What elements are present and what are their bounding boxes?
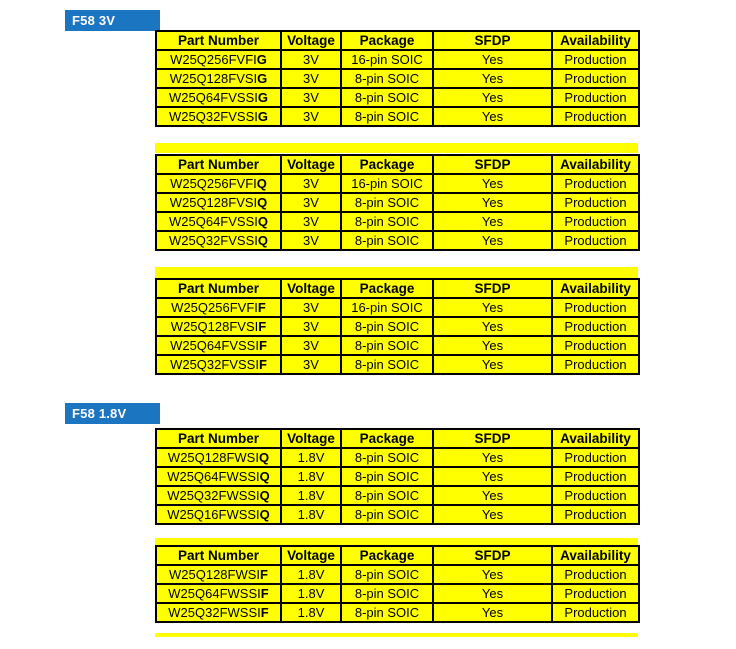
header-row: [156, 31, 639, 50]
part-number-base: W25Q32FWSSI: [168, 605, 261, 620]
column-header: Part Number: [156, 279, 281, 298]
part-number-suffix: G: [257, 90, 268, 105]
package-cell: 8-pin SOIC: [341, 467, 433, 486]
part-number-suffix: Q: [256, 176, 267, 191]
table-row: [156, 107, 639, 126]
package-cell: 8-pin SOIC: [341, 584, 433, 603]
section-label-f58-3v: F58 3V: [65, 10, 160, 31]
spacer-strip: [155, 538, 638, 545]
sfdp-cell: Yes: [433, 584, 552, 603]
table-row: [156, 565, 639, 584]
table-row: [156, 355, 639, 374]
part-number-suffix: Q: [259, 469, 270, 484]
part-number-base: W25Q64FVSSI: [170, 338, 259, 353]
part-number-base: W25Q256FVFI: [170, 176, 257, 191]
part-number-base: W25Q128FVSI: [169, 195, 258, 210]
sfdp-cell: Yes: [433, 298, 552, 317]
parts-table-1v8-q: [155, 428, 640, 525]
sfdp-cell: Yes: [433, 467, 552, 486]
spacer-strip: [155, 143, 638, 153]
sfdp-cell: Yes: [433, 69, 552, 88]
availability-cell: Production: [552, 231, 639, 250]
part-number-suffix: F: [260, 605, 269, 620]
availability-cell: Production: [552, 317, 639, 336]
part-number-base: W25Q128FWSI: [167, 450, 259, 465]
sfdp-cell: Yes: [433, 193, 552, 212]
package-cell: 8-pin SOIC: [341, 69, 433, 88]
column-header: Package: [341, 155, 433, 174]
column-header: SFDP: [433, 546, 552, 565]
availability-cell: Production: [552, 174, 639, 193]
column-header: Part Number: [156, 155, 281, 174]
part-number-suffix: Q: [257, 233, 268, 248]
column-header: SFDP: [433, 279, 552, 298]
column-header: Package: [341, 31, 433, 50]
column-header: Availability: [552, 546, 639, 565]
voltage-cell: 1.8V: [281, 565, 341, 584]
part-number-cell: [156, 584, 281, 603]
package-cell: 8-pin SOIC: [341, 486, 433, 505]
column-header: Availability: [552, 155, 639, 174]
sfdp-cell: Yes: [433, 565, 552, 584]
package-cell: 8-pin SOIC: [341, 231, 433, 250]
column-header: Package: [341, 429, 433, 448]
part-number-base: W25Q128FVSI: [170, 319, 259, 334]
column-header: Part Number: [156, 429, 281, 448]
part-number-suffix: F: [258, 319, 267, 334]
availability-cell: Production: [552, 107, 639, 126]
table-row: [156, 486, 639, 505]
table-row: [156, 193, 639, 212]
part-number-base: W25Q128FWSI: [169, 567, 261, 582]
sfdp-cell: Yes: [433, 107, 552, 126]
column-header: Availability: [552, 31, 639, 50]
part-number-suffix: F: [258, 338, 267, 353]
availability-cell: Production: [552, 565, 639, 584]
part-number-base: W25Q64FVSSI: [169, 90, 258, 105]
availability-cell: Production: [552, 298, 639, 317]
spacer-strip: [155, 267, 638, 278]
column-header: Availability: [552, 279, 639, 298]
availability-cell: Production: [552, 448, 639, 467]
part-number-base: W25Q32FVSSI: [169, 233, 258, 248]
section-label-f58-1v8: F58 1.8V: [65, 403, 160, 424]
part-number-cell: [156, 69, 281, 88]
part-number-base: W25Q32FVSSI: [170, 357, 259, 372]
sfdp-cell: Yes: [433, 486, 552, 505]
availability-cell: Production: [552, 193, 639, 212]
column-header: Part Number: [156, 31, 281, 50]
sfdp-cell: Yes: [433, 505, 552, 524]
package-cell: 8-pin SOIC: [341, 336, 433, 355]
part-number-suffix: F: [260, 567, 268, 582]
package-cell: 8-pin SOIC: [341, 212, 433, 231]
package-cell: 8-pin SOIC: [341, 505, 433, 524]
voltage-cell: 3V: [281, 107, 341, 126]
table-row: [156, 212, 639, 231]
availability-cell: Production: [552, 336, 639, 355]
table-row: [156, 467, 639, 486]
column-header: Package: [341, 546, 433, 565]
part-number-cell: [156, 174, 281, 193]
part-number-cell: [156, 193, 281, 212]
part-number-suffix: Q: [259, 507, 270, 522]
part-number-cell: [156, 317, 281, 336]
part-number-cell: [156, 505, 281, 524]
voltage-cell: 3V: [281, 355, 341, 374]
part-number-suffix: Q: [257, 214, 268, 229]
part-number-base: W25Q128FVSI: [169, 71, 258, 86]
header-row: [156, 155, 639, 174]
package-cell: 16-pin SOIC: [341, 50, 433, 69]
voltage-cell: 3V: [281, 50, 341, 69]
availability-cell: Production: [552, 355, 639, 374]
column-header: Voltage: [281, 279, 341, 298]
availability-cell: Production: [552, 603, 639, 622]
part-number-suffix: F: [260, 586, 269, 601]
sfdp-cell: Yes: [433, 317, 552, 336]
availability-cell: Production: [552, 88, 639, 107]
part-number-suffix: F: [258, 357, 267, 372]
header-row: [156, 546, 639, 565]
voltage-cell: 3V: [281, 88, 341, 107]
voltage-cell: 1.8V: [281, 467, 341, 486]
column-header: Voltage: [281, 31, 341, 50]
voltage-cell: 3V: [281, 174, 341, 193]
sfdp-cell: Yes: [433, 212, 552, 231]
package-cell: 8-pin SOIC: [341, 88, 433, 107]
package-cell: 8-pin SOIC: [341, 565, 433, 584]
part-number-cell: [156, 212, 281, 231]
part-number-cell: [156, 448, 281, 467]
part-number-base: W25Q256FVFI: [171, 300, 258, 315]
voltage-cell: 1.8V: [281, 584, 341, 603]
package-cell: 8-pin SOIC: [341, 193, 433, 212]
part-number-base: W25Q256FVFI: [170, 52, 257, 67]
sfdp-cell: Yes: [433, 174, 552, 193]
table-row: [156, 317, 639, 336]
availability-cell: Production: [552, 505, 639, 524]
part-number-cell: [156, 50, 281, 69]
part-number-suffix: Q: [258, 450, 270, 465]
availability-cell: Production: [552, 69, 639, 88]
part-number-cell: [156, 231, 281, 250]
part-number-cell: [156, 603, 281, 622]
part-number-cell: [156, 565, 281, 584]
package-cell: 8-pin SOIC: [341, 107, 433, 126]
part-number-base: W25Q16FWSSI: [167, 507, 260, 522]
package-cell: 8-pin SOIC: [341, 355, 433, 374]
table-row: [156, 448, 639, 467]
voltage-cell: 1.8V: [281, 603, 341, 622]
availability-cell: Production: [552, 584, 639, 603]
availability-cell: Production: [552, 467, 639, 486]
part-number-suffix: G: [257, 71, 268, 86]
sfdp-cell: Yes: [433, 448, 552, 467]
part-number-suffix: G: [256, 52, 267, 67]
table-row: [156, 603, 639, 622]
part-number-suffix: F: [257, 300, 266, 315]
part-number-base: W25Q32FVSSI: [169, 109, 258, 124]
part-number-cell: [156, 107, 281, 126]
part-number-base: W25Q32FWSSI: [167, 488, 260, 503]
package-cell: 8-pin SOIC: [341, 448, 433, 467]
column-header: Voltage: [281, 429, 341, 448]
spacer-strip: [155, 633, 638, 637]
column-header: Availability: [552, 429, 639, 448]
part-number-cell: [156, 355, 281, 374]
parts-table-3v-q: [155, 154, 640, 251]
availability-cell: Production: [552, 212, 639, 231]
part-number-cell: [156, 88, 281, 107]
package-cell: 16-pin SOIC: [341, 298, 433, 317]
part-number-cell: [156, 486, 281, 505]
table-row: [156, 584, 639, 603]
parts-table-3v-f: [155, 278, 640, 375]
column-header: Voltage: [281, 155, 341, 174]
table-row: [156, 336, 639, 355]
availability-cell: Production: [552, 50, 639, 69]
sfdp-cell: Yes: [433, 355, 552, 374]
column-header: SFDP: [433, 31, 552, 50]
column-header: Part Number: [156, 546, 281, 565]
table-row: [156, 174, 639, 193]
voltage-cell: 1.8V: [281, 448, 341, 467]
package-cell: 8-pin SOIC: [341, 603, 433, 622]
column-header: SFDP: [433, 429, 552, 448]
table-row: [156, 50, 639, 69]
part-number-base: W25Q64FVSSI: [169, 214, 258, 229]
table-row: [156, 505, 639, 524]
part-number-suffix: Q: [259, 488, 270, 503]
parts-table-1v8-f: [155, 545, 640, 623]
voltage-cell: 3V: [281, 231, 341, 250]
voltage-cell: 3V: [281, 69, 341, 88]
part-number-cell: [156, 467, 281, 486]
parts-table-3v-g: [155, 30, 640, 127]
voltage-cell: 1.8V: [281, 505, 341, 524]
part-number-base: W25Q64FWSSI: [168, 586, 261, 601]
header-row: [156, 429, 639, 448]
table-row: [156, 69, 639, 88]
voltage-cell: 3V: [281, 298, 341, 317]
column-header: Package: [341, 279, 433, 298]
voltage-cell: 3V: [281, 336, 341, 355]
voltage-cell: 3V: [281, 317, 341, 336]
column-header: SFDP: [433, 155, 552, 174]
table-row: [156, 298, 639, 317]
sfdp-cell: Yes: [433, 88, 552, 107]
voltage-cell: 3V: [281, 193, 341, 212]
voltage-cell: 3V: [281, 212, 341, 231]
part-number-suffix: Q: [257, 195, 268, 210]
part-number-cell: [156, 336, 281, 355]
package-cell: 8-pin SOIC: [341, 317, 433, 336]
availability-cell: Production: [552, 486, 639, 505]
package-cell: 16-pin SOIC: [341, 174, 433, 193]
sfdp-cell: Yes: [433, 336, 552, 355]
part-number-suffix: G: [257, 109, 268, 124]
sfdp-cell: Yes: [433, 231, 552, 250]
table-row: [156, 88, 639, 107]
table-row: [156, 231, 639, 250]
part-number-base: W25Q64FWSSI: [167, 469, 260, 484]
column-header: Voltage: [281, 546, 341, 565]
sfdp-cell: Yes: [433, 50, 552, 69]
voltage-cell: 1.8V: [281, 486, 341, 505]
part-number-cell: [156, 298, 281, 317]
sfdp-cell: Yes: [433, 603, 552, 622]
header-row: [156, 279, 639, 298]
